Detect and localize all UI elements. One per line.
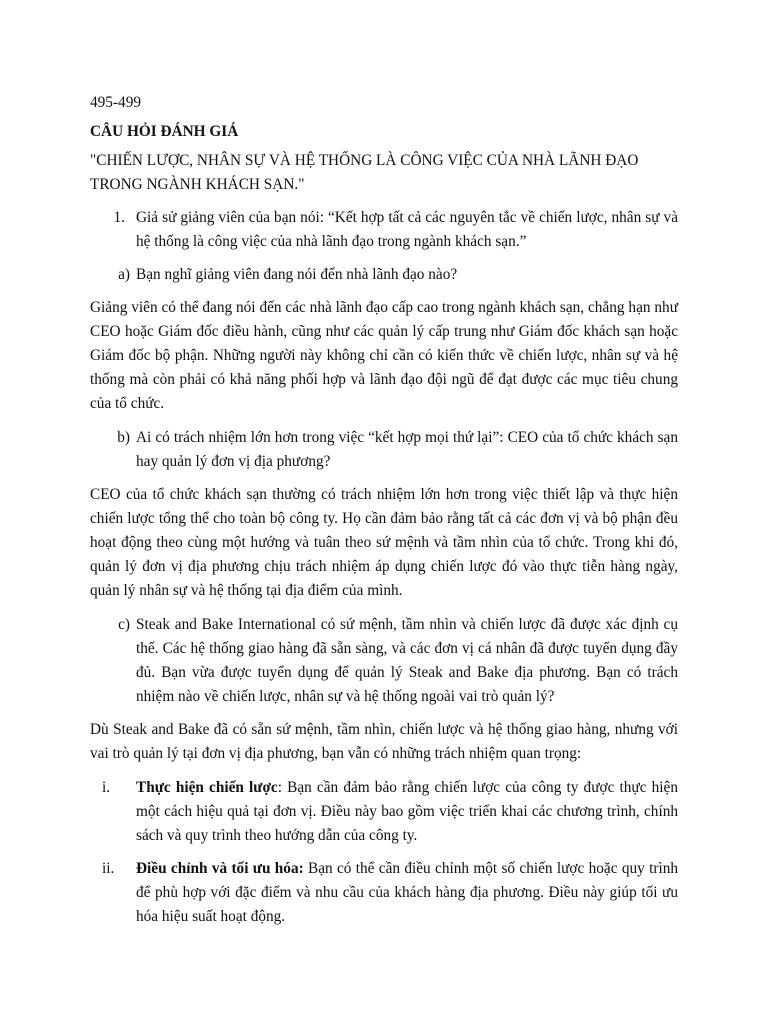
list-item-ii-bold: Điều chỉnh và tối ưu hóa: [136, 860, 304, 877]
document-body [90, 91, 678, 929]
question-c-text: Steak and Bake International có sứ mệnh, tầm nhìn và chiến lược đã được xác định cụ thể. Các hệ thống giao hàng đã sẵn sàng, và các đơn vị cá nhân đã được tuyển dụng đầy đủ. Bạn vừa được tuyển dụng để quản lý Steak and Bake địa phương. Bạn có trách nhiệm nào về chiến lược, nhân sự và hệ thống ngoài vai trò quản lý? [136, 616, 678, 705]
list-item-ii-text: Bạn có thể cần điều chỉnh một số chiến lược hoặc quy trình để phù hợp với đặc điểm và nhu cầu của khách hàng địa phương. Điều này giúp tối ưu hóa hiệu suất hoạt động. [136, 860, 679, 925]
question-b-text: Ai có trách nhiệm lớn hơn trong việc “kết hợp mọi thứ lại”: CEO của tổ chức khách sạn hay quản lý đơn vị địa phương? [136, 429, 678, 470]
list-item-i [90, 776, 678, 848]
question-a-text: Bạn nghĩ giảng viên đang nói đến nhà lãnh đạo nào? [136, 266, 458, 283]
question-b [90, 426, 678, 474]
answer-c: Dù Steak and Bake đã có sẵn sứ mệnh, tầm nhìn, chiến lược và hệ thống giao hàng, nhưng với vai trò quản lý tại đơn vị địa phương, bạn vẫn có những trách nhiệm quan trọng: [90, 721, 678, 762]
answer-b: CEO của tổ chức khách sạn thường có trách nhiệm lớn hơn trong việc thiết lập và thực hiện chiến lược tổng thể cho toàn bộ công ty. Họ cần đảm bảo rằng tất cả các đơn vị và bộ phận đều hoạt động theo cùng một hướng và tuân theo sứ mệnh và tầm nhìn của tổ chức. Trong khi đó, quản lý đơn vị địa phương chịu trách nhiệm áp dụng chiến lược đó vào thực tiễn hàng ngày, quản lý nhân sự và hệ thống tại địa điểm của mình. [90, 486, 678, 599]
question-b-marker: b) [117, 429, 130, 446]
question-a-marker: a) [118, 266, 130, 283]
question-c-marker: c) [118, 616, 130, 633]
section-heading: CÂU HỎI ĐÁNH GIÁ [90, 123, 239, 140]
document-title: "CHIẾN LƯỢC, NHÂN SỰ VÀ HỆ THỐNG LÀ CÔNG VIỆC CỦA NHÀ LÃNH ĐẠO TRONG NGÀNH KHÁCH SẠN." [90, 152, 639, 193]
answer-a: Giảng viên có thể đang nói đến các nhà lãnh đạo cấp cao trong ngành khách sạn, chẳng hạn như CEO hoặc Giám đốc điều hành, cũng như các quản lý cấp trung như Giám đốc khách sạn hoặc Giám đốc bộ phận. Những người này không chỉ cần có kiến thức về chiến lược, nhân sự và hệ thống mà còn phải có khả năng phối hợp và lãnh đạo đội ngũ để đạt được các mục tiêu chung của tổ chức. [90, 299, 678, 412]
list-item-i-text: : Bạn cần đảm bảo rằng chiến lược của công ty được thực hiện một cách hiệu quả tại đơn vị. Điều này bao gồm việc triển khai các chương trình, chính sách và quy trình theo hướng dẫn của công ty. [136, 779, 678, 844]
question-1 [90, 206, 678, 254]
list-item-i-bold: Thực hiện chiến lược [136, 779, 278, 796]
question-c [90, 613, 678, 709]
list-item-i-marker: i. [102, 779, 111, 796]
question-1-marker: 1. [113, 209, 125, 226]
page-number: 495-499 [90, 94, 141, 111]
list-item-ii [90, 857, 678, 929]
question-1-text: Giả sử giảng viên của bạn nói: “Kết hợp tất cả các nguyên tắc về chiến lược, nhân sự và hệ thống là công việc của nhà lãnh đạo trong ngành khách sạn.” [136, 209, 678, 250]
list-item-ii-marker: ii. [102, 860, 115, 877]
question-a [90, 263, 678, 287]
